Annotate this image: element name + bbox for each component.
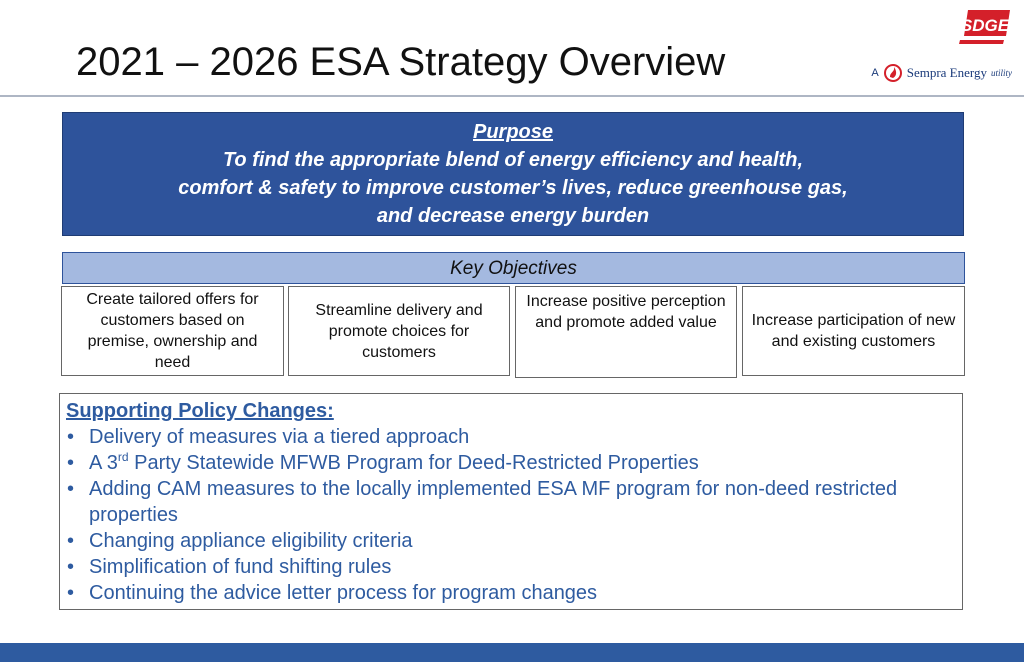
objective-positive-perception [515, 286, 737, 378]
logo-tagline-suffix: utility [991, 68, 1012, 78]
policy-item [66, 450, 956, 476]
policy-item-post: Party Statewide MFWB Program for Deed-Restricted Properties [128, 452, 699, 474]
purpose-box [62, 112, 964, 236]
supporting-policy-box [59, 393, 963, 610]
objective-text: Increase positive perception and promote added value [526, 293, 726, 331]
key-objectives-header: Key Objectives [62, 252, 965, 284]
policy-item: • Changing appliance eligibility criteria [66, 528, 956, 554]
sdge-wordmark-icon [954, 10, 1010, 50]
policy-item: • Simplification of fund shifting rules [66, 554, 956, 580]
logo-brand-text: SDGE [960, 16, 1010, 35]
logo-tagline-company: Sempra Energy [906, 65, 987, 80]
policy-list [66, 424, 956, 606]
policy-item-pre: A 3 [89, 452, 118, 474]
purpose-line: To find the appropriate blend of energy efficiency and health, [222, 149, 804, 171]
policy-heading: Supporting Policy Changes: [66, 400, 334, 422]
slide-title: 2021 – 2026 ESA Strategy Overview [76, 40, 726, 84]
logo-tagline [871, 63, 1012, 83]
purpose-line: and decrease energy burden [376, 205, 650, 227]
logo-tagline-prefix: A [871, 67, 879, 79]
objective-streamline-delivery [288, 286, 510, 376]
objective-text: Create tailored offers for customers based on premise, ownership and need [86, 291, 259, 371]
policy-item-sup: rd [117, 450, 129, 464]
sdge-logo [868, 8, 1018, 88]
policy-item: • Continuing the advice letter process for program changes [66, 580, 956, 606]
objective-text: Increase participation of new and existing customers [751, 312, 956, 350]
objective-tailored-offers [61, 286, 284, 376]
sempra-flame-icon [883, 63, 903, 83]
policy-item: • Adding CAM measures to the locally implemented ESA MF program for non-deed restricted properties [66, 476, 956, 528]
purpose-heading: Purpose [472, 121, 554, 143]
footer-bar [0, 643, 1024, 662]
objective-increase-participation [742, 286, 965, 376]
policy-item: • Delivery of measures via a tiered approach [66, 424, 956, 450]
objective-text: Streamline delivery and promote choices for customers [315, 301, 483, 361]
title-divider [0, 95, 1024, 97]
purpose-line: comfort & safety to improve customer’s lives, reduce greenhouse gas, [178, 177, 848, 199]
